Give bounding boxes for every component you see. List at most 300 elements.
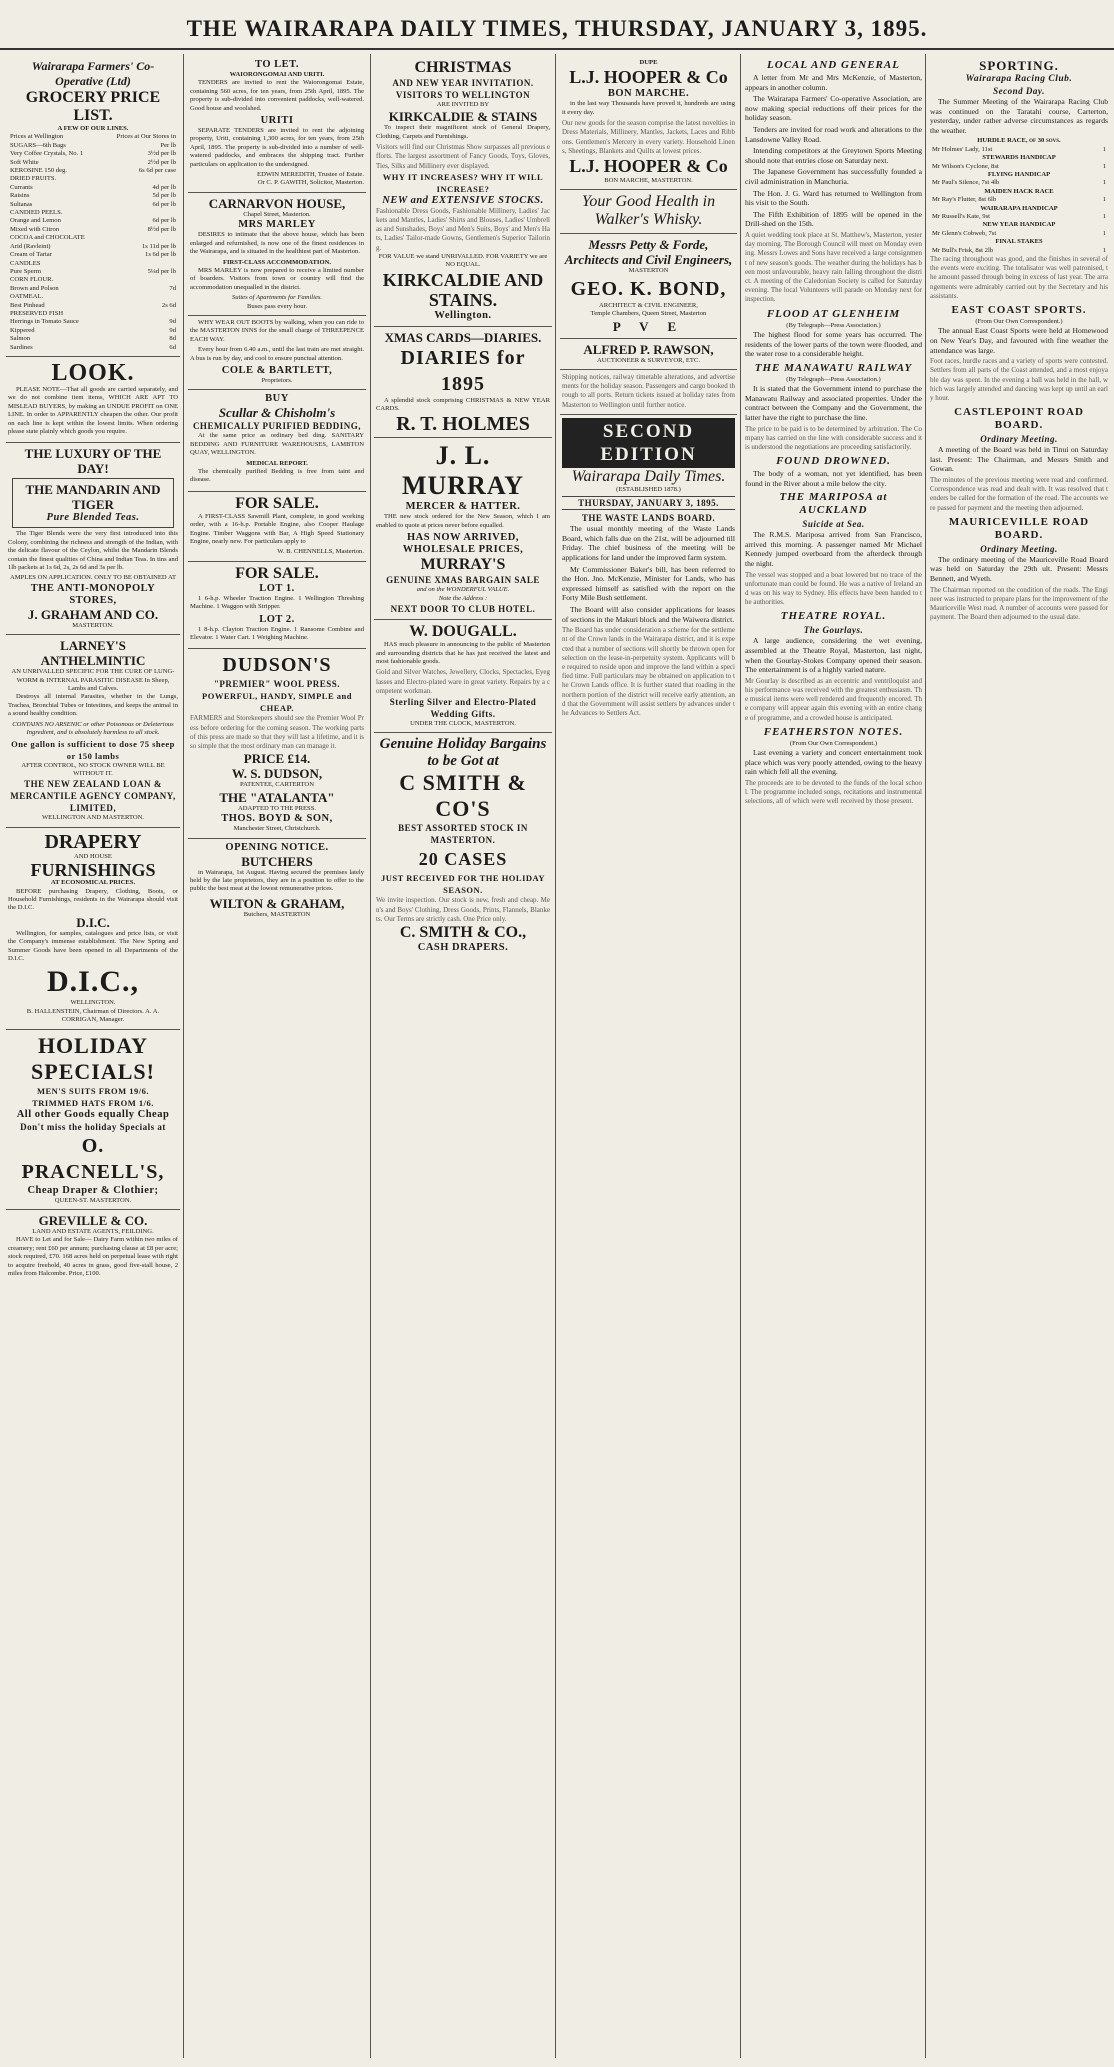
petty-name: Messrs Petty & Forde, Architects and Civil Engineers,: [564, 237, 733, 268]
few-lines: A FEW OF OUR LINES.: [57, 125, 129, 132]
price-row: [8, 184, 178, 192]
price-item: Sardines: [10, 343, 33, 351]
price-row: [8, 310, 178, 318]
local-p6: The Hon. J. G. Ward has returned to Wellington from his visit to the South.: [745, 188, 922, 208]
waste-heading: THE WASTE LANDS BOARD.: [581, 513, 716, 524]
murray-ad: [374, 438, 552, 620]
race-winner: Mr Ray's Flutter, 8st 6lb: [932, 196, 997, 204]
sport-fill: The racing throughout was good, and the finishes in several of the events were exciting. The totalisator was well patronised, the amount passed through being in excess of last year. The arrangements were admirably carried out by the Secretary and his assistants.: [930, 255, 1108, 300]
uriti-heading: URITI: [260, 115, 294, 127]
race-place: 1: [1102, 179, 1106, 187]
price-item: Mixed with Citron: [10, 225, 60, 233]
queen-st: QUEEN-ST. MASTERTON.: [54, 1196, 132, 1204]
race-winner-row: [930, 247, 1108, 255]
christmas-sub: AND NEW YEAR INVITATION.: [392, 78, 534, 88]
look-text: PLEASE NOTE—That all goods are carried separately, and we do not combine item items, WHICH ARE APT TO MISLEAD BUYERS, by making an UNDUE PROFIT on ONE LINE. In order to APPARENTLY cheapen the other. Our profit on each line is kept within the lowest limits. When ordering please state plainly which goods you require.: [8, 385, 178, 435]
east-text: The annual East Coast Sports were held at Homewood on New Year's Day, and favoured with fine weather the attendance was large.: [930, 326, 1108, 355]
cole-name: COLE & BARTLETT,: [221, 364, 333, 376]
dont-miss: Don't miss the holiday Specials at: [20, 1121, 166, 1132]
butchers-ad: [188, 839, 366, 924]
rawson-ad: [560, 339, 737, 370]
price-item: Soft White: [10, 158, 39, 166]
price-row: [8, 167, 178, 175]
murray-name: J. L. MURRAY: [401, 441, 525, 501]
found-heading: FOUND DROWNED.: [776, 455, 891, 468]
column-rule: [370, 54, 371, 2058]
dudson-price: PRICE £14.: [243, 751, 311, 767]
wdt-heading: Wairarapa Daily Times.: [571, 467, 726, 485]
price-row: [8, 234, 178, 242]
race-winner-row: [930, 179, 1108, 187]
column-rule: [925, 54, 926, 2058]
boyd-name: THOS. BOYD & SON,: [221, 813, 333, 825]
boots-ad: [188, 316, 366, 390]
look-heading: LOOK.: [51, 359, 135, 386]
times-notices: [560, 370, 737, 415]
xmas-text: A splendid stock comprising CHRISTMAS & NEW YEAR CARDS.: [376, 396, 550, 413]
carnarvon-heading: CARNARVON HOUSE,: [208, 195, 346, 211]
race-winner: Mr Paul's Silence, 7st 4lb: [932, 179, 1000, 187]
nzl-loc: WELLINGTON AND MASTERTON.: [41, 814, 145, 822]
holiday-ad: [6, 1030, 180, 1210]
wdt-date: THURSDAY, JANUARY 3, 1895.: [562, 496, 735, 510]
race-place: 1: [1102, 229, 1106, 237]
kirk-text: To inspect their magnificent stock of General Drapery, Clothing, Carpets and Furnishings.: [376, 124, 550, 140]
race-winner-row: [930, 146, 1108, 154]
new-and-extensive: NEW and EXTENSIVE STOCKS.: [382, 194, 544, 206]
genuine-holiday: Genuine Holiday Bargains to be Got at: [379, 736, 547, 770]
twenty-cases: 20 CASES: [418, 849, 508, 870]
price-row: [8, 251, 178, 259]
column-1: [6, 56, 180, 2056]
forsale-text: A FIRST-CLASS Sawmill Plant, complete, in good working order, with a 16-h.p. Portable Engine, also Cooper Haulage Engine. Timber Waggons with Bar, A High Speed Stationary Engine, nearly new. For particulars apply to: [190, 512, 364, 546]
tolet-heading: TO LET.: [255, 59, 299, 70]
price-row: [8, 159, 178, 167]
petty-ad: [560, 234, 737, 338]
castle-text: A meeting of the Board was held in Tinui on Saturday last. Present: The Chairman, and Messrs Smith and Gowan.: [930, 445, 1108, 474]
bonmarche: BON MARCHE.: [607, 88, 690, 100]
dic-ad: [6, 828, 180, 1030]
price-item: Salmon: [10, 335, 31, 343]
lot2-heading: LOT 2.: [259, 613, 295, 625]
atalanta-sub: ADAPTED TO THE PRESS.: [237, 804, 317, 812]
trimmed-hats: TRIMMED HATS FROM 1/6.: [32, 1097, 154, 1108]
price-row: [8, 201, 178, 209]
farmers-heading: Wairarapa Farmers' Co-Operative (Ltd): [31, 59, 155, 88]
suites: Suites of Apartments for Families.: [231, 294, 323, 302]
race-name: FINAL STAKES: [995, 238, 1043, 246]
carnarvon-ad: [188, 193, 366, 316]
price-row: [8, 192, 178, 200]
column-rule: [183, 54, 184, 2058]
price-row: [8, 344, 178, 352]
manawatu-sub: (By Telegraph—Press Association.): [786, 375, 881, 383]
club-heading: Wairarapa Racing Club.: [965, 74, 1073, 84]
price-row: [8, 268, 178, 276]
note-address: Note the Address :: [438, 594, 488, 602]
econ-text: AT ECONOMICAL PRICES.: [50, 879, 136, 887]
boots-text: Every hour from 6.40 a.m., until the last train are met straight. A bus is run by day, and cool to ensure punctual attention.: [190, 346, 364, 362]
lot2-text: 1 8-h.p. Clayton Traction Engine. 1 Ransome Combine and Elevator. 1 Water Cart. 1 Weighing Machine.: [190, 625, 364, 642]
manawatu-heading: THE MANAWATU RAILWAY: [754, 361, 913, 374]
castle-fill: The minutes of the previous meeting were read and confirmed. Correspondence was read and dealt with. It was resolved that tenders be called for the formation of the road. The accounts were passed for payment and the meeting then adjourned.: [930, 476, 1108, 512]
second-day: Second Day.: [993, 86, 1045, 96]
larney-sub: AN UNRIVALLED SPECIFIC FOR THE CURE OF LUNG-WORM & INTERNAL PARASITIC DISEASE In Sheep, Lambs and Calves.: [11, 668, 175, 693]
and-house: AND HOUSE: [74, 852, 112, 860]
walker-ad: [560, 190, 737, 234]
tolet-sig2: Or C. P. GAWITH, Solicitor, Masterton.: [257, 179, 364, 187]
price-item: Kippered: [10, 326, 35, 334]
east-fill: Foot races, hurdle races and a variety of sports were contested. Settlers from all parts of the Coast attended, and a most enjoyable day was spent. In the evening a ball was held in the hall, which was largely attended and dancing was kept up until an early hour.: [930, 357, 1108, 403]
local-p1: A letter from Mr and Mrs McKenzie, of Masterton, appears in another column.: [745, 73, 922, 92]
price-value: 2½d per lb: [147, 158, 176, 166]
suicide-heading: Suicide at Sea.: [802, 519, 865, 530]
dic-big: D.I.C.,: [46, 965, 139, 999]
price-item: CORN FLOUR.: [10, 276, 54, 284]
feather-text: Last evening a variety and concert entertainment took place which was very poorly attended, owing to the heavy rain which fell all the evening.: [745, 748, 922, 777]
race-name: MAIDEN HACK RACE: [984, 187, 1054, 195]
race-winner-row: [930, 196, 1108, 204]
price-value: 1s 6d per lb: [145, 251, 176, 259]
pure-blended: Pure Blended Teas.: [46, 512, 140, 524]
price-value: 6s 6d per case: [138, 167, 176, 175]
dougall-name: W. DOUGALL.: [409, 623, 517, 641]
price-value: 6d per lb: [152, 200, 176, 208]
local-fill: A quiet wedding took place at St. Matthew's, Masterton, yesterday morning. The Borough Council will meet on Monday evening. Messrs Lowes and Sons have received a large consignment of new season's goods. The weather during the holidays has been most unfavourable, heavy rain falling throughout the district. A meeting of the Caledonian Society is called for Saturday evening. The local Volunteers will parade on Monday next for inspection.: [745, 230, 922, 304]
price-item: Very Coffee Crystals, No. 1: [10, 150, 84, 158]
medical-heading: MEDICAL REPORT.: [246, 459, 308, 467]
dougall-ad: [374, 620, 552, 733]
price-value: 3½d per lb: [147, 150, 176, 158]
marley-heading: MRS MARLEY: [238, 219, 316, 231]
dic-text2: Wellington, for samples, catalogues and price lists, or visit the Company's immense establishment. The New Spring and Summer Goods have been opened in all Departments of the D.I.C.: [8, 929, 178, 962]
firstclass: FIRST-CLASS ACCOMMODATION.: [222, 258, 332, 266]
feather-heading: FEATHERSTON NOTES.: [763, 725, 904, 738]
price-row: [8, 243, 178, 251]
price-item: Cream of Tartar: [10, 251, 52, 259]
price-row: [8, 217, 178, 225]
boyd-sub: Manchester Street, Christchurch.: [233, 825, 321, 833]
mandarin-text: The Tiger Blends were the very first introduced into this Colony, combining the richness and strength of the Indian, with the delicate flavour of the Ceylon, whilst the Mandarin Blends contain the finest qualities of China and Indian Teas. In tins and 1lb packets at 1s 6d, 2s, 2s 6d and 3s per lb.: [8, 530, 178, 572]
manawatu-fill: The price to be paid is to be determined by arbitration. The Company has carried on the line with considerable success and it is understood the negotiations are proceeding satisfactorily.: [745, 424, 922, 451]
race-winner-row: [930, 213, 1108, 221]
chem-heading: CHEMICALLY PURIFIED BEDDING,: [192, 421, 362, 432]
flood-text: The highest flood for some years has occurred. The residents of the lower parts of the town were flooded, and the water rose to a considerable height.: [745, 329, 922, 359]
price-item: DRIED FRUITS.: [10, 175, 57, 183]
theatre-sub: The Gourlays.: [803, 625, 864, 636]
cheap-draper: Cheap Draper & Clothier;: [27, 1184, 159, 1196]
pve: P V E: [612, 318, 685, 334]
look-ad: [6, 357, 180, 443]
local-heading: LOCAL AND GENERAL: [767, 59, 900, 71]
column-rule: [740, 54, 741, 2058]
race-name: HURDLE RACE, of 30 sovs.: [977, 137, 1061, 145]
marley-text2: MRS MARLEY is now prepared to receive a limited number of boarders. Visitors from town or country will find the accommodation unequalled in the district.: [190, 266, 364, 291]
race-place: 1: [1102, 196, 1106, 204]
price-item: OATMEAL.: [10, 293, 44, 301]
cash-drapers: CASH DRAPERS.: [417, 941, 509, 953]
price-item: CANDIED PEELS.: [10, 209, 63, 217]
price-row: [8, 327, 178, 335]
furnishings-heading: FURNISHINGS: [30, 860, 156, 881]
greville-name: GREVILLE & CO.: [38, 1213, 148, 1228]
mariposa-fill: The vessel was stopped and a boat lowered but no trace of the unfortunate man could be found. He was a native of Ireland and was on his way to Sydney. His effects have been handed to the authorities.: [745, 570, 922, 607]
race-winner-row: [930, 163, 1108, 171]
opening-heading: OPENING NOTICE.: [225, 841, 329, 853]
csmith2-name: C. SMITH & CO.,: [399, 923, 527, 941]
sporting-heading: SPORTING.: [979, 58, 1059, 73]
marley-text: DESIRES to intimate that the above house, which has been enlarged and refurnished, is now one of the finest residences in the Wairarapa, and is situated in the healthiest part of Masterton.: [190, 231, 364, 256]
gallon-text: One gallon is sufficient to dose 75 sheep or 150 lambs: [11, 738, 175, 761]
luxury-heading: THE LUXURY OF THE DAY!: [24, 446, 162, 477]
price-value: 5d per lb: [152, 192, 176, 200]
all-other: All other Goods equally Cheap: [16, 1108, 170, 1120]
christmas-ny-ad: [374, 56, 552, 327]
farmers-ad: [6, 56, 180, 357]
price-row: [8, 175, 178, 183]
patentee: PATENTEE, CARTERTON: [240, 781, 314, 789]
chem-text: At the same price as ordinary bed ding. SANITARY BEDDING AND FURNITURE WAREHOUSES, LAMBTON QUAY, WELLINGTON.: [190, 432, 364, 457]
local-p4: Intending competitors at the Greytown Sports Meeting should note that entries close on Saturday next.: [745, 146, 922, 165]
kirk2-sub: Wellington.: [434, 309, 492, 321]
price-item: COCOA and CHOCOLATE: [10, 234, 85, 242]
after-text: AFTER CONTROL, NO STOCK OWNER WILL BE WITHOUT IT.: [21, 761, 165, 777]
medical-text: The chemically purified Bedding is free from taint and disease.: [190, 468, 364, 484]
under-clock: UNDER THE CLOCK, MASTERTON.: [410, 719, 516, 727]
theatre-text: A large audience, considering the wet evening, assembled at the Theatre Royal, Masterton, last night, when the Gourlay-Stokes Company opened their season. The entertainment is of a highly varied nature.: [745, 636, 922, 675]
price-row: [8, 318, 178, 326]
found-text: The body of a woman, not yet identified, has been found in the River about a mile below the city.: [745, 469, 922, 488]
has-now: HAS NOW ARRIVED,: [407, 532, 519, 544]
flood-heading: FLOOD AT GLENHEIM: [766, 307, 901, 320]
grocery-heading: GROCERY PRICE LIST.: [25, 89, 161, 124]
price-value: 8d: [169, 335, 176, 343]
forsale-sig: W. B. CHENNELLS, Masterton.: [277, 548, 364, 556]
hooper-text: in the last way Thousands have proved it, hundreds are using it every day.: [562, 100, 735, 116]
price-item: Raisins: [10, 192, 30, 200]
dudson-text: FARMERS and Storekeepers should see the Premier Wool Press before ordering for the coming season. The working parts of this press are made so that they will last a lifetime, and it is so simple that the most ordinary man can manage it.: [190, 714, 364, 751]
wilton-sub: Butchers, MASTERTON: [243, 910, 311, 918]
masthead-title: THE WAIRARAPA DAILY TIMES, THURSDAY, JANUARY 3, 1895.: [186, 16, 928, 41]
murray-text: THE new stock ordered for the New Season, which I am enabled to quote at prices never before equalled.: [376, 513, 550, 529]
notices-fill: Shipping notices, railway timetable alterations, and advertisements for the holiday season. Passengers and cargo booked through to all ports. Return tickets issued at holiday rates from Masterton to Wellington until further notice.: [562, 373, 735, 409]
bond-name: GEO. K. BOND,: [570, 277, 727, 300]
column-2: [188, 56, 366, 2056]
uriti-text: SEPARATE TENDERS are invited to rent the adjoining property, Uriti, containing 1,300 acres, for ten years, from 25th April, 1895. The property is sub-divided into a number of well-watered paddocks, and embraces the shipping tract. Further particulars on application to the undersigned.: [190, 127, 364, 168]
drapery-heading: DRAPERY: [44, 830, 142, 853]
genuine-xmas: GENUINE XMAS BARGAIN SALE: [386, 575, 540, 586]
price-value: 6d: [169, 343, 176, 351]
holmes-name: R. T. HOLMES: [396, 413, 530, 436]
sport-text: The Summer Meeting of the Wairarapa Racing Club was continued on the Taratahi course, Carterton, yesterday, under rather adverse circumstances as regards the weather.: [930, 97, 1108, 135]
price-value: 7d: [169, 284, 176, 292]
second-edition: [560, 415, 737, 722]
wilton-name: WILTON & GRAHAM,: [209, 895, 345, 911]
price-row: [8, 226, 178, 234]
arsenic-text: CONTAINS NO ARSENIC or other Poisonous or Deleterious Ingredient, and is absolutely harmless to all stock.: [12, 720, 174, 737]
dic-name: D.I.C.: [76, 914, 110, 930]
sterling: Sterling Silver and Electro-Plated Wedding Gifts.: [389, 696, 537, 719]
graham-name: J. GRAHAM AND CO.: [27, 606, 159, 622]
why-increases: WHY IT INCREASES? WHY IT WILL INCREASE?: [382, 171, 544, 194]
your-good-health: Your Good Health in Walker's Whisky.: [581, 193, 716, 229]
scullar-ad: [188, 390, 366, 491]
larney-text: Destroys all internal Parasites, whether in the Lungs, Trachea, Bronchial Tubes or Intestines, and keeps the animal in a sound healthy condition.: [8, 693, 178, 718]
larney-ad: [6, 635, 180, 827]
next-door: NEXT DOOR TO CLUB HOTEL.: [390, 604, 536, 615]
dic-wellington: WELLINGTON.: [70, 999, 116, 1007]
castle-sub: Ordinary Meeting.: [980, 434, 1058, 445]
mauri-sub: Ordinary Meeting.: [980, 543, 1058, 554]
wholesale: WHOLESALE PRICES,: [402, 544, 524, 556]
race-winner: Mr Holmes' Lady, 11st: [932, 145, 993, 153]
column-rule: [555, 54, 556, 2058]
scullar-name: Scullar & Chisholm's: [218, 405, 336, 421]
best-assorted: BEST ASSORTED STOCK IN MASTERTON.: [398, 823, 528, 846]
price-value: 1s 11d per lb: [141, 242, 176, 250]
holmes-ad: [374, 327, 552, 439]
christmas-heading: CHRISTMAS: [414, 59, 512, 76]
tolet-text: TENDERS are invited to rent the Waiorongomai Estate, containing 560 acres, for ten years, from 25th April, 1895. The property is sub-divided into convenient paddocks, well-watered. Good house and woolshed.: [190, 79, 364, 112]
price-item: Brown and Polson: [10, 284, 59, 292]
price-value: 4d per lb: [152, 183, 176, 191]
mercer: MERCER & HATTER.: [405, 501, 521, 513]
price-item: Pure Sperm: [10, 267, 41, 275]
dougall-text: HAS much pleasure in announcing to the public of Masterton and surrounding districts that he has just received the latest and most fashionable goods.: [376, 641, 550, 665]
race-winner: Mr Russell's Kate, 9st: [932, 213, 990, 221]
tolet-sig: EDWIN MEREDITH, Trustee of Estate.: [257, 171, 364, 179]
nzl-name: THE NEW ZEALAND LOAN & MERCANTILE AGENCY COMPANY, LIMITED,: [10, 779, 176, 814]
tea-ad: [6, 443, 180, 635]
race-name: WAIRARAPA HANDICAP: [980, 204, 1058, 212]
flood-sub: (By Telegraph—Press Association.): [786, 321, 881, 329]
price-value: Per lb: [160, 141, 176, 149]
race-name: FLYING HANDICAP: [987, 171, 1051, 178]
greville-text: HAVE to Let and for Sale— Dairy Farm within two miles of creamery; rent £60 per annum; purchasing clause at £8 per acre; stock required, £70. 168 acres held on perpetual lease with right to acquire freehold, 40 acres in grass, good five-stall house, 2 miles from Halcombe. Price, £100.: [8, 1236, 178, 1278]
value-text: FOR VALUE we stand UNRIVALLED. FOR VARIETY we are NO EQUAL.: [378, 252, 548, 269]
column-3: [374, 56, 552, 2056]
local-p5: The Japanese Government has successfully founded a civil administration in Manchuria.: [745, 167, 922, 186]
race-place: 1: [1102, 213, 1106, 221]
price-list: [8, 142, 178, 352]
wsdudson-name: W. S. DUDSON,: [231, 766, 323, 782]
wonderful: and on the WONDERFUL VALUE.: [416, 586, 510, 594]
bond-sub: ARCHITECT & CIVIL ENGINEER,: [599, 301, 698, 309]
lot1-text: 1 6-h.p. Wheeler Traction Engine. 1 Wellington Threshing Machine. 1 Waggon with Stripper.: [190, 594, 364, 611]
csmith-fill: We invite inspection. Our stock is new, fresh and cheap. Men's and Boys' Clothing, Dress Goods, Prints, Flannels, Blankets. Our Terms are strictly cash. One Price only.: [376, 896, 550, 923]
larney-heading: LARNEY'S ANTHELMINTIC: [40, 638, 146, 669]
hooper-ad: [560, 56, 737, 190]
feather-fill: The proceeds are to be devoted to the funds of the local school. The programme included songs, recitations and instrumental selections, all of which were well received by those present.: [745, 779, 922, 806]
butchers-heading: BUTCHERS: [241, 853, 313, 869]
price-row: [8, 276, 178, 284]
just-received: JUST RECEIVED FOR THE HOLIDAY SEASON.: [380, 873, 546, 896]
price-value: 6d per lb: [152, 217, 176, 225]
price-item: Herrings in Tomato Sauce: [10, 318, 79, 326]
price-item: Best Pinhead: [10, 301, 45, 309]
csmith-name: C SMITH & CO'S: [399, 770, 527, 822]
local-p7: The Fifth Exhibition of 1895 will be opened in the Drill-shed on the 15th.: [745, 209, 922, 229]
column-6: [930, 56, 1108, 2056]
cole-sub: Proprietors.: [261, 376, 293, 384]
powerful: POWERFUL, HANDY, SIMPLE and CHEAP.: [202, 691, 352, 714]
price-item: Currants: [10, 183, 33, 191]
waste-fill: The Board has under consideration a scheme for the settlement of the Crown lands in the Wairarapa district, and it is expected that a number of sections will shortly be thrown open for selection on the lease-in-perpetuity system. Applicants will be required to reside upon and improve the land within a specified time. Full particulars may be obtained on application to the Crown Lands office. It is further stated that roading in the northern portion of the district will receive early attention, and that the Government will assist settlers by advances under the Advances to Settlers Act.: [562, 626, 735, 718]
forsale-heading: FOR SALE.: [235, 494, 319, 512]
dic-names: B. HALLENSTEIN, Chairman of Directors. A. A. CORRIGAN, Manager.: [26, 1007, 160, 1024]
wdt-estab: (ESTABLISHED 1878.): [616, 485, 681, 493]
mauri-fill: The Chairman reported on the condition of the roads. The Engineer was instructed to prepare plans for the improvement of the Mauriceville West road. A number of accounts were passed for payment. The Board then adjourned to the usual date.: [930, 585, 1108, 622]
murrays: MURRAY'S: [420, 556, 506, 574]
dic-text: BEFORE purchasing Drapery, Clothing, Boots, or Household Furnishings, residents in the Wairarapa should visit the D.I.C.: [8, 887, 178, 912]
price-item: CANDLES: [10, 259, 41, 267]
price-row: [8, 335, 178, 343]
price-item: SUGARS—6th Bags: [10, 141, 66, 149]
petty-sub: MASTERTON: [628, 267, 669, 275]
price-value: 9d: [169, 318, 176, 326]
theatre-fill: Mr Gourlay is described as an eccentric and ventriloquist and his performance was received with the greatest enthusiasm. The musical items were well rendered and frequently encored. The company will appear again this evening with an entire change of programme, and a crowded house is anticipated.: [745, 676, 922, 722]
hooper-lead: DUPE: [639, 59, 658, 66]
local-p2: The Wairarapa Farmers' Co-operative Association, are now making special reductions off their prices for the holiday season.: [745, 94, 922, 123]
manawatu-text: It is stated that the Government intend to purchase the Manawatu Railway and associated properties. Under the contract between the Company and the Government, the latter have the right to purchase the line.: [745, 384, 922, 422]
race-winner: Mr Glenn's Cobweb, 7st: [932, 229, 997, 237]
forsale2-ad: [188, 562, 366, 650]
boots-heading: WHY WEAR OUT BOOTS by walking, when you can ride to the MASTERTON INNS for the small charge of THREEPENCE EACH WAY.: [190, 318, 364, 343]
kirk-fill: Visitors will find our Christmas Show surpasses all previous efforts. The largest assortment of Fancy Goods, Toys, Gloves, Ties, Silks and Millinery ever displayed.: [376, 143, 550, 170]
local-p3: Tenders are invited for road work and alterations to the Lansdowne Valley Road.: [745, 124, 922, 144]
price-value: 9d: [169, 326, 176, 334]
price-item: Sultanas: [10, 200, 33, 208]
waste-text3: The Board will also consider applications for leases of sections in the Makuri block and the Waiwera district.: [562, 605, 735, 624]
diaries-heading: DIARIES for 1895: [400, 346, 526, 395]
price-row: [8, 293, 178, 301]
price-row: [8, 260, 178, 268]
greville-sub: LAND AND ESTATE AGENTS, FEILDING.: [32, 1228, 154, 1235]
samples-text: AMPLES ON APPLICATION. ONLY TO BE OBTAINED AT: [9, 574, 177, 582]
butchers-text: in Wairarapa, 1st August. Having secured the premises lately held by the late proprietors, they are in a position to offer to the public the best meat at the lowest remunerative prices.: [190, 868, 364, 893]
price-item: KEROSINE 150 deg.: [10, 167, 67, 175]
bonmarche2: BON MARCHE, MASTERTON.: [604, 177, 693, 185]
holiday-heading: HOLIDAY SPECIALS!: [31, 1032, 155, 1084]
buses: Buses pass every hour.: [246, 302, 308, 310]
race-place: 1: [1102, 246, 1106, 254]
csmith-ad: [374, 733, 552, 958]
price-value: 5¼d per lb: [147, 267, 176, 275]
kirk2-name: KIRKCALDIE AND STAINS.: [382, 269, 544, 310]
price-item: Arid (Ravleint): [10, 242, 51, 250]
lot1-heading: LOT 1.: [259, 582, 295, 594]
mauri-text: The ordinary meeting of the Mauriceville Road Board was held on Saturday the 29th ult. Present: Messrs Bennett, and Wyeth.: [930, 554, 1108, 584]
antimono-text: THE ANTI-MONOPOLY STORES,: [30, 582, 156, 606]
greville-ad: [6, 1210, 180, 1284]
mariposa-text: The R.M.S. Mariposa arrived from San Francisco, arrived this morning. A passenger named Mr Michael Kennedy jumped overboard from the afterdeck through the night.: [745, 530, 922, 569]
invited: ARE INVITED BY: [436, 101, 490, 108]
kirkcaldie-name: KIRKCALDIE & STAINS: [388, 109, 538, 125]
bond-addr: Temple Chambers, Queen Street, Masterton: [590, 310, 707, 318]
kirk-fill2: Fashionable Dress Goods, Fashionable Millinery, Ladies' Jackets and Mantles, Ladies' Shirts and Blouses, Ladies' Umbrellas and Sunshades, Boys' and Men's Suits, Boys' and Men's Hats, Ladies' Tailor-made Gowns, Gentlemen's Superior Tailoring.: [376, 206, 550, 252]
visitors: VISITORS TO WELLINGTON: [395, 90, 531, 100]
hooper2-name: L.J. HOOPER & Co: [569, 156, 728, 177]
mauri-heading: MAURICEVILLE ROAD BOARD.: [948, 515, 1090, 541]
dudson-name: DUDSON'S: [222, 654, 332, 677]
castle-heading: CASTLEPOINT ROAD BOARD.: [954, 406, 1084, 432]
east-sub: (From Our Own Correspondent.): [975, 318, 1063, 326]
graham-loc: MASTERTON.: [72, 621, 114, 629]
waste-text2: Mr Commissioner Baker's bill, has been referred to the Hon. Jno. McKenzie, Minister for Lands, who has expressed himself as satisfied with the report on the Forty Mile Bush settlement.: [562, 564, 735, 603]
hooper-fill: Our new goods for the season comprise the latest novelties in Dress Materials, Millinery, Mantles, Jackets, Laces and Ribbons. Gentlemen's Mercery in every variety. Household Linens, Sheetings, Blankets and Quilts at lowest prices.: [562, 119, 735, 155]
race-results: [930, 137, 1108, 255]
rawson-sub: AUCTIONEER & SURVEYOR, ETC.: [597, 356, 700, 364]
